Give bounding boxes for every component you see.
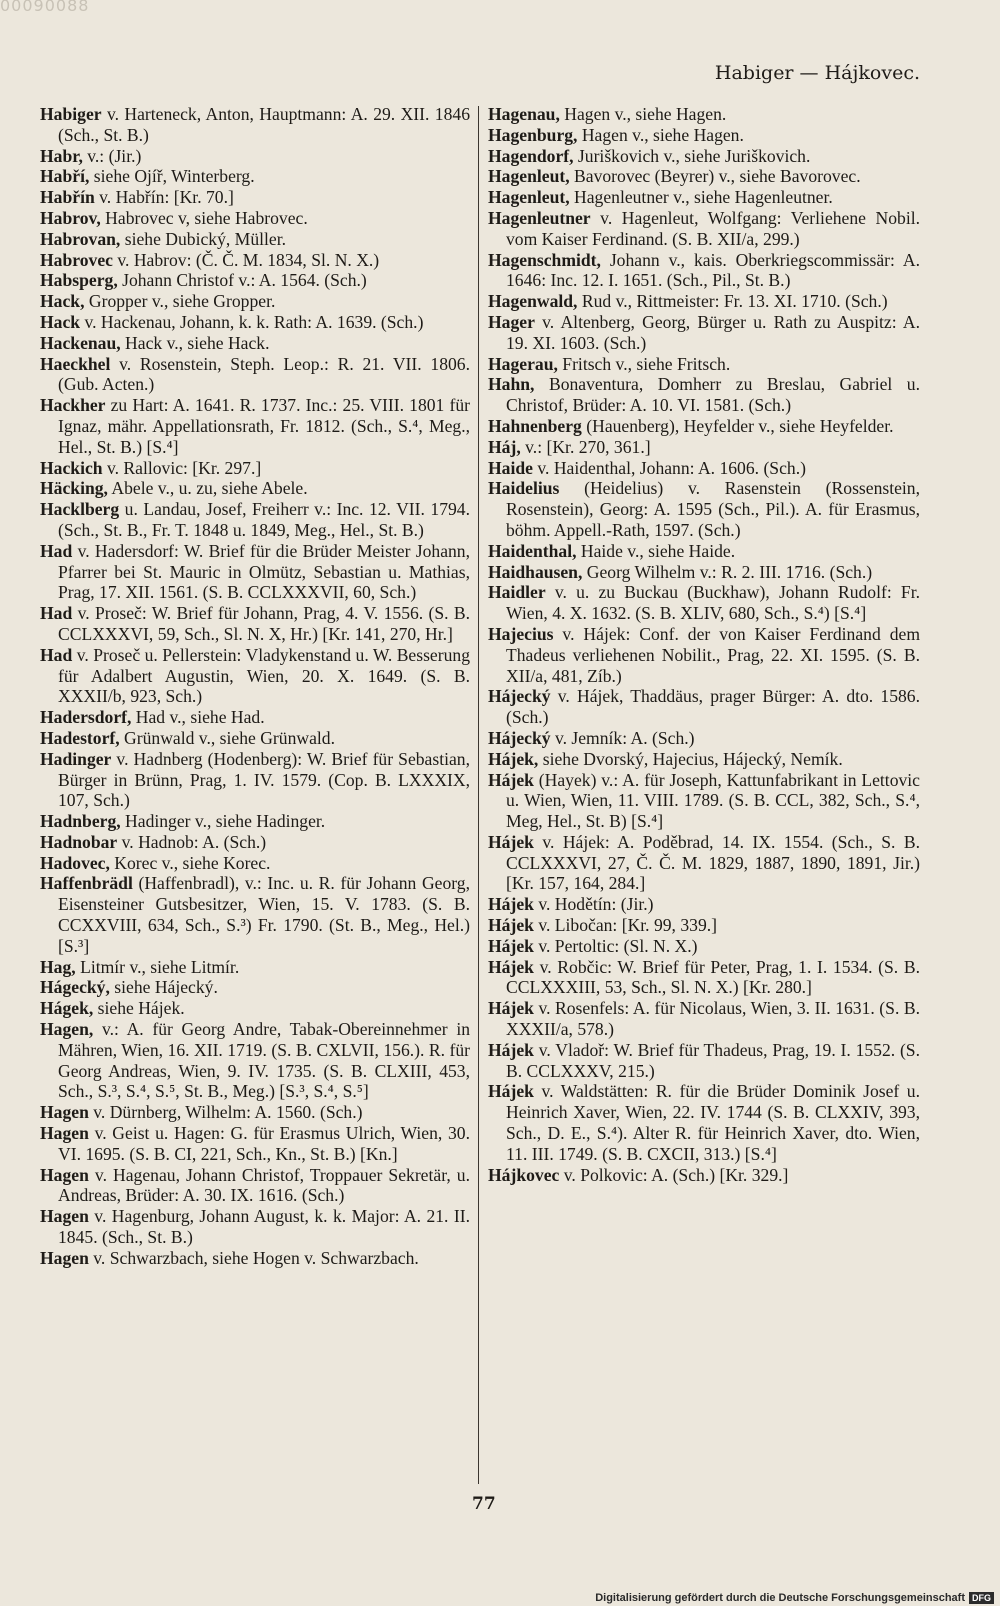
dictionary-entry xyxy=(488,166,920,187)
entry-headword: Hagerau, xyxy=(488,353,558,374)
entry-headword: Hagenburg, xyxy=(488,124,578,145)
entry-text: Bonaventura, Domherr zu Breslau, Gabriel u. Christof, Brüder: A. 10. VI. 1581. (Sch.) xyxy=(506,374,920,416)
dictionary-entry xyxy=(488,416,920,437)
entry-headword: Hagenleut, xyxy=(488,166,570,187)
footer-text: Digitalisierung gefördert durch die Deutsche Forschungsgemeinschaft xyxy=(595,1592,965,1604)
dictionary-entry xyxy=(40,853,470,874)
entry-headword: Hagenleutner xyxy=(488,207,591,228)
dictionary-entry xyxy=(40,1102,470,1123)
entry-text: Georg Wilhelm v.: R. 2. III. 1716. (Sch.) xyxy=(582,561,873,582)
entry-headword: Had xyxy=(40,644,73,665)
dictionary-entry xyxy=(488,187,920,208)
entry-text: v. Hagenburg, Johann August, k. k. Major: A. 21. II. 1845. (Sch., St. B.) xyxy=(58,1206,470,1248)
dictionary-entry xyxy=(40,603,470,645)
entry-headword: Hagenleut, xyxy=(488,187,570,208)
dictionary-entry xyxy=(40,873,470,956)
entry-headword: Hájek xyxy=(488,956,534,977)
entry-text: v. Hackenau, Johann, k. k. Rath: A. 1639. (Sch.) xyxy=(80,311,424,332)
entry-text: v. Hadersdorf: W. Brief für die Brüder Meister Johann, Pfarrer bei St. Mauric in Olmütz, Sebastian u. Mathias, Prag, 17. XII. 1561. (S. B. CCLXXXVII, 60, Sch.) xyxy=(58,540,470,603)
footer xyxy=(595,1592,994,1604)
dictionary-entry xyxy=(488,374,920,416)
entry-headword: Haidler xyxy=(488,582,546,603)
entry-text: v. Hagenau, Johann Christof, Troppauer Sekretär, u. Andreas, Brüder: A. 30. IX. 1616. (Sch.) xyxy=(58,1164,470,1206)
entry-text: u. Landau, Josef, Freiherr v.: Inc. 12. VII. 1794. (Sch., St. B., Fr. T. 1848 u. 1849, Meg., Hel., St. B.) xyxy=(58,499,470,540)
entry-headword: Hájek xyxy=(488,915,534,936)
entry-text: v. Hodětín: (Jir.) xyxy=(533,894,654,915)
entry-text: v.: [Kr. 270, 361.] xyxy=(520,436,651,457)
dictionary-entry xyxy=(488,998,920,1040)
entry-text: Habrovec v, siehe Habrovec. xyxy=(100,207,308,228)
entry-headword: Hacklberg xyxy=(40,499,120,520)
dictionary-entry xyxy=(488,957,920,999)
dictionary-entry xyxy=(40,478,470,499)
entry-text: siehe Hájek. xyxy=(93,998,185,1019)
entry-headword: Habsperg, xyxy=(40,270,118,291)
entry-headword: Habřín xyxy=(40,187,95,208)
entry-headword: Haffenbrädl xyxy=(40,873,133,894)
page-number: 77 xyxy=(472,1494,496,1514)
entry-headword: Habří, xyxy=(40,166,90,187)
entry-headword: Hadnobar xyxy=(40,831,118,852)
entry-headword: Hájek xyxy=(488,1081,534,1102)
entry-text: Juriškovich v., siehe Juriškovich. xyxy=(573,145,811,166)
entry-text: v. Habřín: [Kr. 70.] xyxy=(94,187,234,208)
dictionary-entry xyxy=(488,770,920,832)
entry-headword: Hágecký, xyxy=(40,977,110,998)
entry-headword: Haide xyxy=(488,457,533,478)
dictionary-entry xyxy=(40,312,470,333)
entry-headword: Habrovec xyxy=(40,249,113,270)
dictionary-entry xyxy=(488,458,920,479)
entry-text: v. Robčic: W. Brief für Peter, Prag, 1. I. 1534. (S. B. CCLXXXIII, 53, Sch., Sl. N. X.) [Kr. 280.] xyxy=(506,956,920,998)
dictionary-entry xyxy=(488,1165,920,1186)
running-header: Habiger — Hájkovec. xyxy=(714,62,920,84)
dictionary-entry xyxy=(40,645,470,707)
entry-headword: Hagen xyxy=(40,1247,89,1268)
entry-headword: Hahn, xyxy=(488,374,535,395)
entry-headword: Hájek xyxy=(488,998,534,1019)
left-column xyxy=(40,104,470,1269)
entry-text: v. Altenberg, Georg, Bürger u. Rath zu Auspitz: A. 19. XI. 1603. (Sch.) xyxy=(506,311,920,353)
entry-headword: Háj, xyxy=(488,436,521,457)
entry-headword: Hagen xyxy=(40,1164,89,1185)
dictionary-entry xyxy=(40,104,470,146)
dictionary-entry xyxy=(40,832,470,853)
dictionary-entry xyxy=(40,270,470,291)
dictionary-entry xyxy=(40,541,470,603)
entry-text: v. Pertoltic: (Sl. N. X.) xyxy=(533,935,698,956)
dictionary-entry xyxy=(488,686,920,728)
entry-headword: Hajecius xyxy=(488,623,554,644)
entry-headword: Hágek, xyxy=(40,998,94,1019)
dictionary-entry xyxy=(40,208,470,229)
entry-headword: Haeckhel xyxy=(40,353,111,374)
dictionary-entry xyxy=(488,541,920,562)
entry-text: (Haffenbradl), v.: Inc. u. R. für Johann Georg, Eisensteiner Gutsbesitzer, Wien, 15. V. 1783. (S. B. CCXXVIII, 634, Sch., S.³) Fr. 1790. (St. B., Meg., Hel.) [S.³] xyxy=(58,873,470,956)
entry-headword: Hagendorf, xyxy=(488,145,574,166)
entry-headword: Had xyxy=(40,603,73,624)
entry-text: Haide v., siehe Haide. xyxy=(576,540,736,561)
entry-headword: Had xyxy=(40,540,73,561)
entry-text: v. Jemník: A. (Sch.) xyxy=(550,727,695,748)
entry-text: Rud v., Rittmeister: Fr. 13. XI. 1710. (Sch.) xyxy=(577,291,888,312)
dictionary-entry xyxy=(488,749,920,770)
entry-text: v. Haidenthal, Johann: A. 1606. (Sch.) xyxy=(532,457,806,478)
entry-text: Johann v., kais. Oberkriegscommissär: A. 1646: Inc. 12. I. 1651. (Sch., Pil., St. B.) xyxy=(506,249,920,291)
dictionary-entry xyxy=(488,291,920,312)
dictionary-entry xyxy=(488,1040,920,1082)
entry-headword: Hagen xyxy=(40,1123,89,1144)
entry-headword: Hack, xyxy=(40,291,85,312)
entry-text: v.: A. für Georg Andre, Tabak-Obereinnehmer in Mähren, Wien, 16. XII. 1719. (S. B. CXLVII, 156.). R. für Georg Andreas, Wien, 9. IV. 1735. (S. B. CLXIII, 453, Sch., S.³, S.⁴, S.⁵, St. B., Meg.) [S.³, S.⁴, S.⁵] xyxy=(58,1019,470,1102)
dictionary-entry xyxy=(40,728,470,749)
entry-text: v.: (Jir.) xyxy=(82,145,142,166)
right-column xyxy=(488,104,920,1185)
dictionary-entry xyxy=(40,1206,470,1248)
entry-text: Korec v., siehe Korec. xyxy=(109,852,271,873)
entry-headword: Häcking, xyxy=(40,478,108,499)
dictionary-entry xyxy=(488,437,920,458)
entry-text: v. u. zu Buckau (Buckhaw), Johann Rudolf: Fr. Wien, 4. X. 1632. (S. B. XLIV, 680, Sch., S.⁴) [S.⁴] xyxy=(506,582,920,624)
dictionary-entry xyxy=(40,811,470,832)
entry-text: Johann Christof v.: A. 1564. (Sch.) xyxy=(117,270,367,291)
dictionary-entry xyxy=(488,125,920,146)
entry-text: Abele v., u. zu, siehe Abele. xyxy=(107,478,308,499)
scan-id: 00090088 xyxy=(0,0,90,15)
entry-headword: Habrovan, xyxy=(40,228,121,249)
entry-text: v. Waldstätten: R. für die Brüder Dominik Josef u. Heinrich Xaver, Wien, 22. IV. 1744 (S. B. CLXXIV, 393, Sch., D. E., S.⁴). Alter R. für Heinrich Xaver, dto. Wien, 11. III. 1749. (S. B. CXCII, 313.) [S.⁴] xyxy=(506,1081,920,1164)
entry-text: v. Hagenleut, Wolfgang: Verliehene Nobil. vom Kaiser Ferdinand. (S. B. XII/a, 299.) xyxy=(506,207,920,249)
dictionary-entry xyxy=(488,312,920,354)
entry-headword: Hájecký xyxy=(488,727,551,748)
entry-text: v. Rosenfels: A. für Nicolaus, Wien, 3. II. 1631. (S. B. XXXII/a, 578.) xyxy=(506,998,920,1040)
entry-headword: Hagenau, xyxy=(488,104,560,124)
entry-headword: Haidenthal, xyxy=(488,540,577,561)
entry-headword: Hájecký xyxy=(488,686,551,707)
dictionary-entry xyxy=(40,1165,470,1207)
entry-text: v. Proseč: W. Brief für Johann, Prag, 4. V. 1556. (S. B. CCLXXXVI, 59, Sch., Sl. N. X, Hr.) [Kr. 141, 270, Hr.] xyxy=(58,603,470,644)
entry-headword: Hájek xyxy=(488,769,534,790)
entry-headword: Hackich xyxy=(40,457,103,478)
dictionary-entry xyxy=(488,728,920,749)
entry-text: v. Hájek: A. Poděbrad, 14. IX. 1554. (Sch., S. B. CCLXXXVI, 27, Č. Č. M. 1829, 1887, 1890, 1891, Jir.) [Kr. 157, 164, 284.] xyxy=(506,831,920,894)
entry-text: v. Libočan: [Kr. 99, 339.] xyxy=(533,915,718,936)
entry-text: v. Polkovic: A. (Sch.) [Kr. 329.] xyxy=(559,1164,789,1185)
dfg-logo: DFG xyxy=(969,1592,994,1604)
dictionary-entry xyxy=(488,478,920,540)
dictionary-entry xyxy=(40,354,470,396)
entry-text: Hagen v., siehe Hagen. xyxy=(559,104,727,124)
dictionary-entry xyxy=(40,166,470,187)
entry-headword: Hagen xyxy=(40,1102,89,1123)
entry-text: siehe Ojíř, Winterberg. xyxy=(89,166,255,187)
entry-headword: Hager xyxy=(488,311,535,332)
dictionary-entry xyxy=(488,624,920,686)
entry-headword: Hagen xyxy=(40,1206,89,1227)
entry-headword: Hadovec, xyxy=(40,852,110,873)
dictionary-entry xyxy=(488,354,920,375)
entry-text: v. Schwarzbach, siehe Hogen v. Schwarzbach. xyxy=(88,1247,419,1268)
entry-headword: Habr, xyxy=(40,145,83,166)
entry-text: v. Hájek, Thaddäus, prager Bürger: A. dto. 1586. (Sch.) xyxy=(506,686,920,728)
entry-text: (Hauenberg), Heyfelder v., siehe Heyfelder. xyxy=(581,415,894,436)
entry-text: v. Harteneck, Anton, Hauptmann: A. 29. XII. 1846 (Sch., St. B.) xyxy=(58,104,470,145)
entry-headword: Hadnberg, xyxy=(40,811,121,832)
dictionary-entry xyxy=(40,395,470,457)
dictionary-entry xyxy=(40,749,470,811)
entry-headword: Hájek xyxy=(488,894,534,915)
dictionary-entry xyxy=(40,187,470,208)
entry-text: v. Vladoř: W. Brief für Thadeus, Prag, 19. I. 1552. (S. B. CCLXXXV, 215.) xyxy=(506,1039,920,1081)
entry-text: siehe Dvorský, Hajecius, Hájecký, Nemík. xyxy=(538,748,843,769)
dictionary-entry xyxy=(40,333,470,354)
dictionary-entry xyxy=(40,1019,470,1102)
dictionary-entry xyxy=(40,1123,470,1165)
entry-text: zu Hart: A. 1641. R. 1737. Inc.: 25. VIII. 1801 für Ignaz, mähr. Appellationsrath, Fr. 1812. (Sch., S.⁴, Meg., Hel., St. B.) [S.⁴] xyxy=(58,395,470,457)
entry-headword: Haidelius xyxy=(488,478,560,499)
entry-text: v. Rosenstein, Steph. Leop.: R. 21. VII. 1806. (Gub. Acten.) xyxy=(58,353,470,395)
entry-text: Hadinger v., siehe Hadinger. xyxy=(120,811,326,832)
dictionary-entry xyxy=(40,998,470,1019)
entry-headword: Hagen, xyxy=(40,1019,94,1040)
entry-text: Hagenleutner v., siehe Hagenleutner. xyxy=(569,187,833,208)
entry-text: (Heidelius) v. Rasenstein (Rossenstein, Rosenstein), Georg: A. 1595 (Sch., Pil.). A. für Erasmus, böhm. Appell.-Rath, 1597. (Sch.) xyxy=(506,478,920,540)
entry-text: Hack v., siehe Hack. xyxy=(120,332,270,353)
entry-headword: Habrov, xyxy=(40,207,101,228)
entry-headword: Hájek xyxy=(488,935,534,956)
dictionary-entry xyxy=(40,458,470,479)
entry-headword: Hack xyxy=(40,311,81,332)
entry-text: v. Habrov: (Č. Č. M. 1834, Sl. N. X.) xyxy=(112,249,380,270)
entry-text: v. Hadnob: A. (Sch.) xyxy=(117,831,267,852)
entry-headword: Hackher xyxy=(40,395,106,416)
entry-headword: Hadinger xyxy=(40,748,112,769)
entry-text: v. Rallovic: [Kr. 297.] xyxy=(102,457,262,478)
entry-headword: Hájek xyxy=(488,1039,534,1060)
entry-text: Grünwald v., siehe Grünwald. xyxy=(119,727,335,748)
dictionary-entry xyxy=(488,104,920,125)
column-divider xyxy=(478,106,479,1484)
entry-headword: Hackenau, xyxy=(40,332,121,353)
entry-headword: Hagenschmidt, xyxy=(488,249,601,270)
entry-text: (Hayek) v.: A. für Joseph, Kattunfabrikant in Lettovic u. Wien, Wien, 11. VIII. 1789. (S. B. CCL, 382, Sch., S.⁴, Meg, Hel., St. B) [S.⁴] xyxy=(506,769,920,832)
entry-text: v. Proseč u. Pellerstein: Vladykenstand u. W. Besserung für Adalbert Augustin, Wien, 20. X. 1649. (S. B. XXXII/b, 923, Sch.) xyxy=(58,644,470,707)
dictionary-entry xyxy=(488,894,920,915)
entry-text: Bavorovec (Beyrer) v., siehe Bavorovec. xyxy=(569,166,861,187)
entry-text: v. Dürnberg, Wilhelm: A. 1560. (Sch.) xyxy=(88,1102,363,1123)
entry-headword: Haidhausen, xyxy=(488,561,583,582)
dictionary-entry xyxy=(40,977,470,998)
entry-headword: Habiger xyxy=(40,104,102,124)
dictionary-entry xyxy=(40,229,470,250)
entry-text: v. Geist u. Hagen: G. für Erasmus Ulrich, Wien, 30. VI. 1695. (S. B. CI, 221, Sch., Kn., St. B.) [Kn.] xyxy=(58,1123,470,1164)
dictionary-entry xyxy=(40,291,470,312)
dictionary-entry xyxy=(40,957,470,978)
entry-text: Fritsch v., siehe Fritsch. xyxy=(557,353,731,374)
entry-text: Hagen v., siehe Hagen. xyxy=(577,124,744,145)
entry-headword: Hájek xyxy=(488,831,534,852)
dictionary-entry xyxy=(40,1248,470,1269)
entry-headword: Hájkovec xyxy=(488,1164,560,1185)
entry-text: Litmír v., siehe Litmír. xyxy=(75,956,240,977)
dictionary-entry xyxy=(40,499,470,541)
entry-text: v. Hadnberg (Hodenberg): W. Brief für Sebastian, Bürger in Brünn, Prag, 1. IV. 1579. (Cop. B. LXXXIX, 107, Sch.) xyxy=(58,748,470,811)
entry-headword: Hag, xyxy=(40,956,76,977)
entry-text: Gropper v., siehe Gropper. xyxy=(84,291,276,312)
entry-text: Had v., siehe Had. xyxy=(131,707,265,728)
entry-headword: Hadestorf, xyxy=(40,727,120,748)
entry-text: siehe Dubický, Müller. xyxy=(120,228,286,249)
dictionary-entry xyxy=(488,582,920,624)
entry-headword: Hadersdorf, xyxy=(40,707,132,728)
dictionary-entry xyxy=(488,915,920,936)
dictionary-entry xyxy=(488,1081,920,1164)
dictionary-entry xyxy=(488,832,920,894)
dictionary-entry xyxy=(488,146,920,167)
dictionary-entry xyxy=(488,250,920,292)
dictionary-entry xyxy=(40,146,470,167)
entry-headword: Hagenwald, xyxy=(488,291,578,312)
dictionary-entry xyxy=(488,936,920,957)
entry-headword: Hájek, xyxy=(488,748,539,769)
dictionary-entry xyxy=(488,562,920,583)
entry-headword: Hahnenberg xyxy=(488,415,582,436)
entry-text: siehe Hájecký. xyxy=(109,977,218,998)
dictionary-entry xyxy=(40,250,470,271)
dictionary-entry xyxy=(40,707,470,728)
dictionary-entry xyxy=(488,208,920,250)
entry-text: v. Hájek: Conf. der von Kaiser Ferdinand dem Thadeus verliehenen Nobilit., Prag, 22. XI. 1595. (S. B. XII/a, 481, Zíb.) xyxy=(506,623,920,686)
